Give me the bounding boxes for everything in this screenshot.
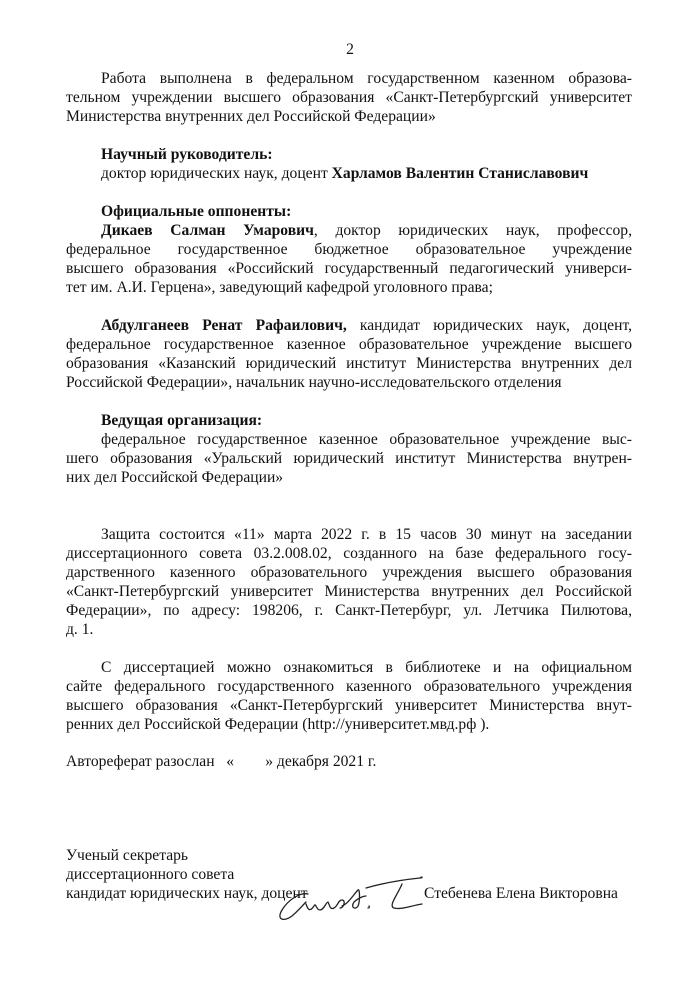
leading-org-heading: Ведущая организация: [101,412,263,429]
intro-line: тельном учреждении высшего образования «Санкт-Петербургский университет [66,89,632,106]
secretary-line: кандидат юридических наук, доцент [66,885,308,902]
leading-org-line: шего образования «Уральский юридический институт Министерства внутрен- [66,450,632,467]
signature-stroke [306,900,344,910]
defense-line: Защита состоится «11» марта 2022 г. в 15 часов 30 минут на заседании [101,526,632,543]
secretary-name: Стебенева Елена Викторовна [424,885,618,902]
supervisor-line [101,164,632,183]
signature-stroke [342,890,366,908]
opponent-2-line: образования «Казанский юридический институт Министерства внутренних дел [66,355,632,372]
intro-line: Министерства внутренних дел Российской Федерации» [66,108,436,125]
defense-line: дарственного казенного образовательного учреждения высшего образования [66,564,632,581]
opponent-2-title: кандидат юридических наук, доцент, [346,317,632,334]
defense-line: д. 1. [66,621,94,638]
opponent-1-line: высшего образования «Российский государственный педагогический универси- [66,260,632,277]
library-line: С диссертацией можно ознакомиться в библиотеке и на официальном [101,659,632,676]
opponents-heading: Официальные оппоненты: [101,203,292,220]
signature-stroke [392,884,422,909]
page-number: 2 [346,41,354,58]
opponent-1-line [101,221,632,240]
library-line: ренних дел Российской Федерации (http://университет.мвд.рф ). [66,716,490,733]
opponent-2-line [101,316,632,335]
opponent-1-line: федеральное государственное бюджетное образовательное учреждение [66,241,632,258]
intro-line: Работа выполнена в федеральном государственном казенном образова- [101,70,632,87]
leading-org-line: федеральное государственное казенное образовательное учреждение выс- [101,431,632,448]
signature-stroke [368,906,369,908]
signature-stroke [280,894,308,920]
library-line: высшего образования «Санкт-Петербургский университет Министерства внут- [66,697,632,714]
signature-stroke [366,877,422,888]
library-line: сайте федерального государственного казенного образовательного учреждения [66,678,632,695]
opponent-1-name: Дикаев Салман Умарович [101,222,314,239]
defense-line: «Санкт-Петербургский университет Министерства внутренних дел Российской [66,583,632,600]
opponent-1-line: тет им. А.И. Герцена», заведующий кафедрой уголовного права; [66,279,493,296]
defense-line: диссертационного совета 03.2.008.02, созданного на базе федерального госу- [66,545,632,562]
opponent-2-line: Российской Федерации», начальник научно-исследовательского отделения [66,374,562,391]
opponent-2-line: федеральное государственное казенное образовательное учреждение высшего [66,336,632,353]
opponent-2-name: Абдулганеев Ренат Рафаилович, [101,317,347,334]
secretary-line: Ученый секретарь [66,847,189,864]
supervisor-name: Харламов Валентин Станиславович [331,165,589,182]
opponent-1-title: , доктор юридических наук, профессор, [313,222,632,239]
sent-date-line: Автореферат разослан « » декабря 2021 г. [66,753,377,770]
supervisor-title: доктор юридических наук, доцент [101,165,332,182]
leading-org-line: них дел Российской Федерации» [66,469,284,486]
supervisor-heading: Научный руководитель: [101,146,273,163]
defense-line: Федерации», по адресу: 198206, г. Санкт-Петербург, ул. Летчика Пилютова, [66,602,632,619]
signature-icon [270,872,430,927]
secretary-line: диссертационного совета [66,866,235,883]
